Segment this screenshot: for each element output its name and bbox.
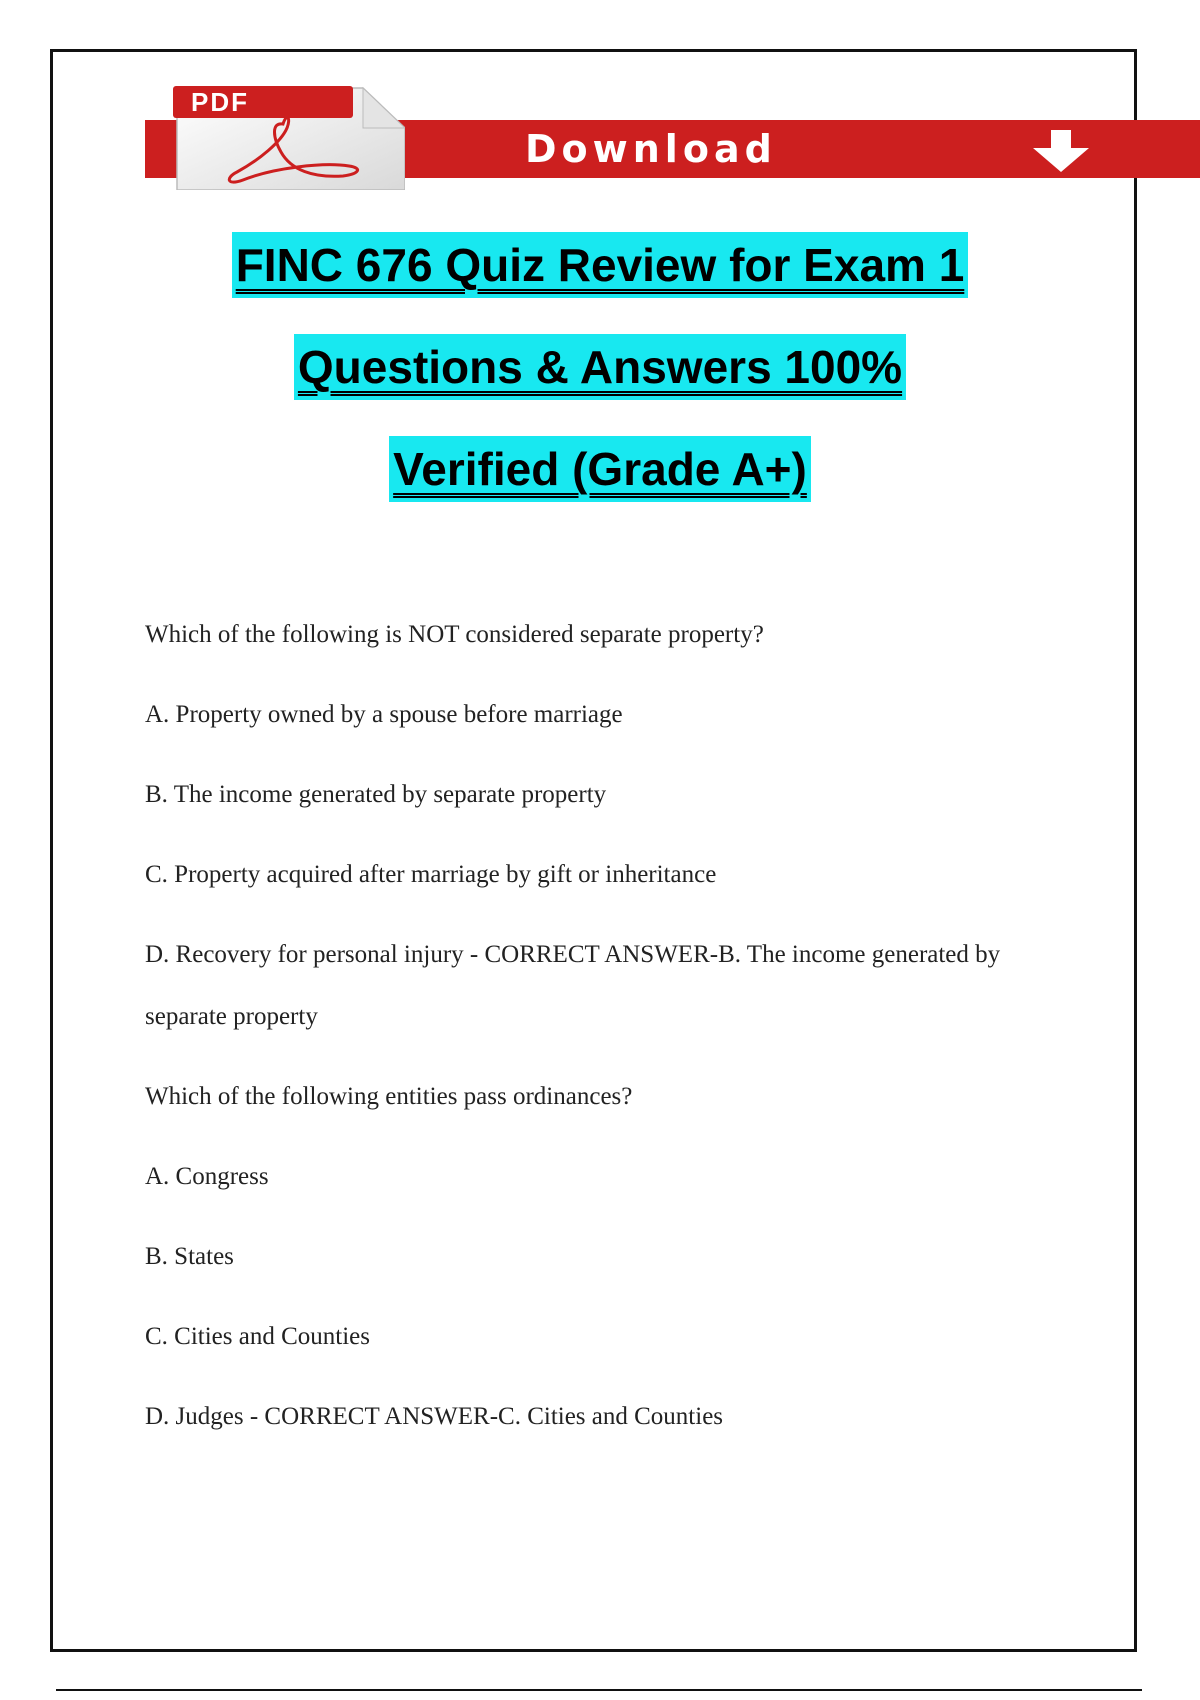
question-prompt: Which of the following is NOT considered separate property? <box>145 621 764 648</box>
answer-option: B. The income generated by separate property <box>145 781 607 808</box>
answer-option: B. States <box>145 1243 234 1270</box>
document-title <box>0 232 1200 538</box>
pdf-download-banner[interactable] <box>145 78 1200 193</box>
footer-rule <box>56 1689 1142 1691</box>
answer-option-correct: D. Recovery for personal injury - CORRECT ANSWER-B. The income generated by separate property <box>145 941 1001 1030</box>
answer-option-correct: D. Judges - CORRECT ANSWER-C. Cities and Counties <box>145 1403 724 1430</box>
pdf-label: PDF <box>173 86 353 118</box>
title-line-2: Questions & Answers 100% <box>294 334 906 400</box>
title-line-1: FINC 676 Quiz Review for Exam 1 <box>232 232 969 298</box>
answer-option: C. Cities and Counties <box>145 1323 370 1350</box>
pdf-file-icon <box>173 82 405 190</box>
question-prompt: Which of the following entities pass ordinances? <box>145 1083 633 1110</box>
answer-option: A. Congress <box>145 1163 269 1190</box>
answer-option: C. Property acquired after marriage by gift or inheritance <box>145 861 717 888</box>
download-label[interactable]: Download <box>525 127 777 171</box>
answer-option: A. Property owned by a spouse before marriage <box>145 701 623 728</box>
title-line-3: Verified (Grade A+) <box>389 436 811 502</box>
quiz-content <box>145 620 1065 1482</box>
download-arrow-icon[interactable] <box>1025 128 1105 174</box>
